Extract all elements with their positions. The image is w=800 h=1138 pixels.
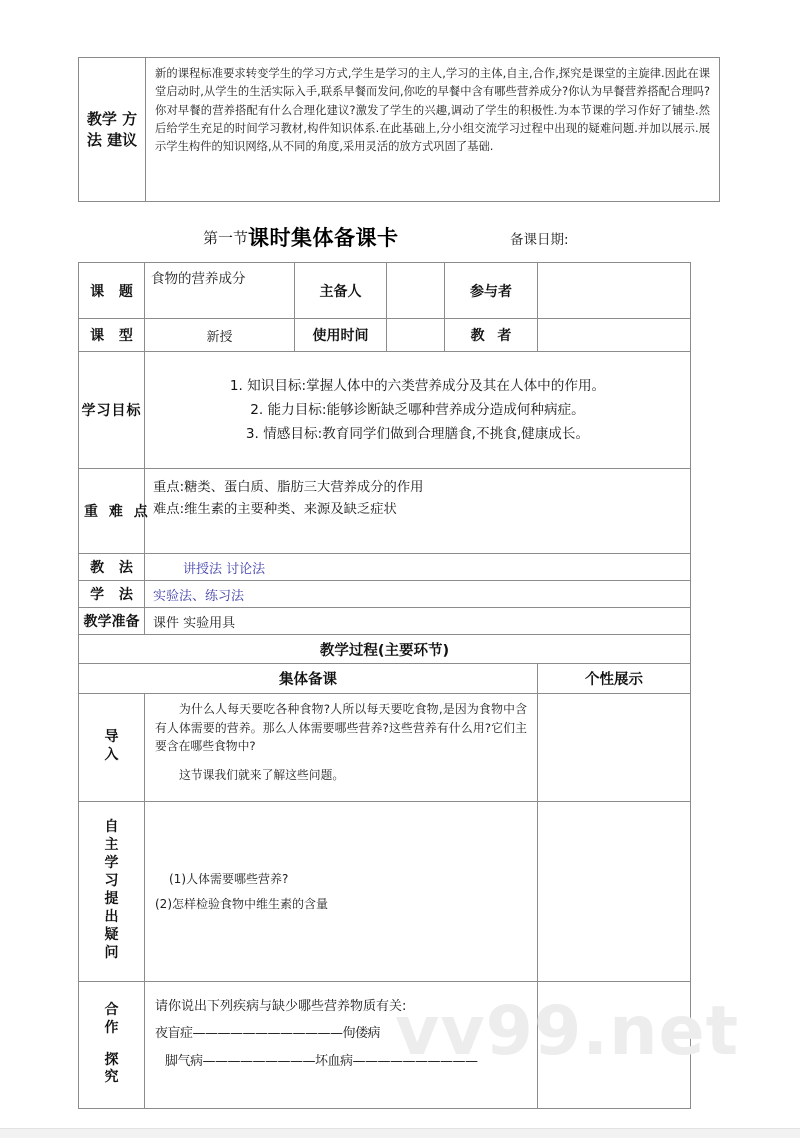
participants-label: 参与者 (445, 263, 538, 319)
site-watermark: vv99.net (395, 992, 740, 1071)
preparation-label: 教学准备 (79, 608, 145, 635)
stage-label-spacer (79, 1038, 144, 1052)
teaching-method-advice-box (78, 57, 720, 202)
objectives-cell[interactable] (145, 352, 691, 469)
table-row-topic (79, 263, 691, 319)
table-row-stage-introduction (79, 694, 691, 802)
stage-label-char: 探 (104, 1051, 119, 1068)
process-header: 教学过程(主要环节) (79, 635, 691, 664)
objective-item: 3. 情感目标:教育同学们做到合理膳食,不挑食,健康成长。 (245, 426, 590, 443)
table-row-key-points (79, 469, 691, 554)
title-section-prefix: 第一节 (203, 229, 249, 247)
table-row-preparation (79, 608, 691, 635)
table-row-learn-method (79, 581, 691, 608)
title-main-text: 课时集体备课卡 (248, 226, 399, 250)
introduction-personal-display[interactable] (538, 694, 691, 802)
type-value[interactable]: 新授 (145, 319, 295, 352)
cooperation-line: 脚气病—————————坏血病—————————— (165, 1054, 478, 1070)
preparation-value[interactable]: 课件 实验用具 (145, 608, 691, 635)
main-preparer-label: 主备人 (295, 263, 387, 319)
self-study-content[interactable] (145, 801, 538, 981)
main-preparer-value[interactable] (387, 263, 445, 319)
table-row-stage-self-study (79, 801, 691, 981)
learn-method-value: 实验法、练习法 (153, 588, 245, 604)
use-time-label: 使用时间 (295, 319, 387, 352)
stage-label-char: 学 (104, 855, 119, 872)
key-points-label: 重 难 点 (79, 469, 145, 554)
advice-text-cell: 新的课程标准要求转变学生的学习方式,学生是学习的主人,学习的主体,自主,合作,探究是课堂的主旋律.因此在课堂启动时,从学生的生活实际入手,联系早餐而发问,你吃的早餐中含有哪些营养成分?你认为早餐营养搭配合理吗?你对早餐的营养搭配有什么合理化建议?激发了学生的兴趣,调动了学生的积极性.为本节课的学习作好了铺垫.然后给学生充足的时间学习教材,构件知识体系.在此基础上,分小组交流学习过程中出现的疑难问题.并加以展示.展示学生构件的知识网络,从不同的角度,采用灵活的放方式巩固了基础. (146, 58, 720, 202)
teach-method-cell[interactable] (145, 554, 691, 581)
participants-value[interactable] (538, 263, 691, 319)
key-point-item: 重点:糖类、蛋白质、脂肪三大营养成分的作用 (153, 480, 424, 495)
self-study-question: (1)人体需要哪些营养? (169, 871, 289, 886)
cooperation-line: 夜盲症————————————佝偻病 (155, 1026, 381, 1042)
advice-label-cell (79, 58, 146, 202)
introduction-content[interactable] (145, 694, 538, 802)
objectives-label: 学习目标 (79, 352, 145, 469)
page-title (203, 222, 399, 252)
teacher-label: 教 者 (445, 319, 538, 352)
teacher-value[interactable] (538, 319, 691, 352)
stage-label-char: 入 (104, 747, 119, 764)
learn-method-label: 学 法 (79, 581, 145, 608)
table-row-process-header (79, 635, 691, 664)
table-row-objectives (79, 352, 691, 469)
key-point-item: 难点:维生素的主要种类、来源及缺乏症状 (153, 501, 397, 517)
table-row (79, 58, 720, 202)
stage-label-char: 习 (104, 873, 119, 890)
stage-label-char: 提 (104, 891, 119, 907)
table-row-stage-cooperation (79, 981, 691, 1108)
teach-method-value: 讲授法 讨论法 (183, 561, 266, 577)
introduction-paragraph: 这节课我们就来了解这些问题。 (179, 767, 345, 782)
advice-label-line-3: 建议 (107, 130, 138, 149)
cooperation-personal-display[interactable] (538, 981, 691, 1108)
document-title-row (78, 222, 720, 256)
collective-column-header: 集体备课 (79, 664, 538, 694)
use-time-value[interactable] (387, 319, 445, 352)
personal-column-header: 个性展示 (538, 664, 691, 694)
advice-label-line-1: 教学 (86, 109, 117, 128)
key-points-cell[interactable] (145, 469, 691, 554)
lesson-plan-table (78, 262, 691, 1109)
table-row-teach-method (79, 554, 691, 581)
table-row-type (79, 319, 691, 352)
learn-method-cell[interactable] (145, 581, 691, 608)
introduction-paragraph: 为什么人每天要吃各种食物?人所以每天要吃食物,是因为食物中含有人体需要的营养。那么人体需要哪些营养?这些营养有什么用?它们主要含在哪些食物中? (155, 702, 527, 754)
self-study-question: (2)怎样检验食物中维生素的含量 (155, 896, 328, 911)
self-study-personal-display[interactable] (538, 801, 691, 981)
stage-label-char: 问 (104, 944, 119, 961)
stage-label-char: 出 (104, 908, 119, 925)
objective-item: 2. 能力目标:能够诊断缺乏哪种营养成分造成何种病症。 (250, 401, 585, 418)
teach-method-label: 教 法 (79, 554, 145, 581)
table-row-column-headers (79, 664, 691, 694)
stage-label-cooperation (79, 981, 145, 1108)
stage-label-char: 究 (104, 1069, 119, 1086)
stage-label-introduction (79, 694, 145, 802)
stage-label-char: 导 (104, 729, 119, 746)
advice-label-line-2: 方法 (86, 109, 138, 149)
stage-label-char: 自 (104, 819, 119, 836)
cooperation-line: 请你说出下列疾病与缺少哪些营养物质有关: (155, 998, 407, 1014)
preparation-date-label: 备课日期: (510, 232, 569, 248)
stage-label-char: 作 (104, 1019, 119, 1036)
stage-label-self-study (79, 801, 145, 981)
stage-label-char: 疑 (104, 926, 119, 943)
stage-label-char: 合 (104, 1001, 119, 1018)
objective-item: 1. 知识目标:掌握人体中的六类营养成分及其在人体中的作用。 (229, 377, 606, 394)
stage-label-char: 主 (104, 837, 119, 854)
type-label: 课 型 (79, 319, 145, 352)
topic-label: 课 题 (79, 263, 145, 319)
topic-value[interactable]: 食物的营养成分 (145, 263, 295, 319)
cooperation-content[interactable] (145, 981, 538, 1108)
